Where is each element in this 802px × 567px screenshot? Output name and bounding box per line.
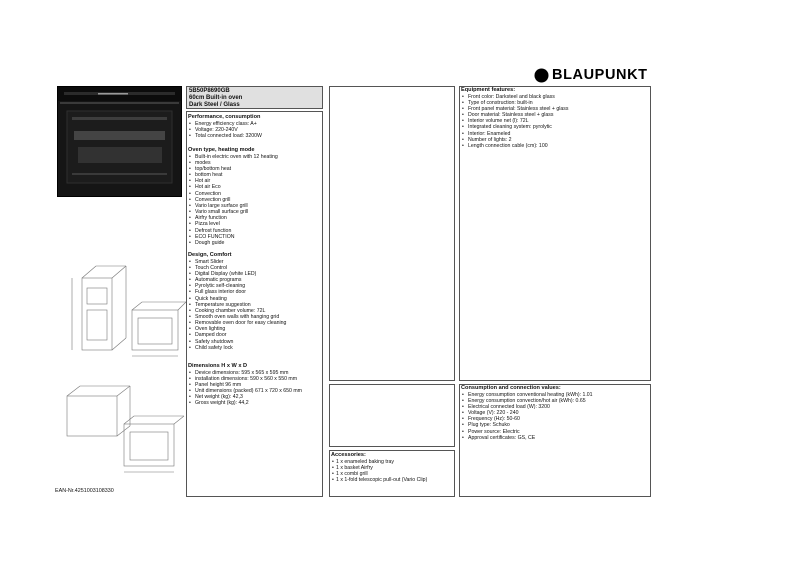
list-item: • Vario large surface grill bbox=[188, 203, 321, 209]
list-item: • Built-in electric oven with 12 heating bbox=[188, 154, 321, 160]
section-dimensions bbox=[188, 363, 321, 407]
list-item: • ECO FUNCTION bbox=[188, 234, 321, 240]
list-item: • Device dimensions: 595 x 565 x 595 mm bbox=[188, 370, 321, 376]
list-item: • Number of lights: 2 bbox=[461, 137, 649, 143]
list-item: • Hot air Eco bbox=[188, 184, 321, 190]
list-item: • Length connection cable (cm): 100 bbox=[461, 143, 649, 149]
oven-image-icon bbox=[58, 87, 181, 196]
list-item: • Dough guide bbox=[188, 240, 321, 246]
section-title: Dimensions H x W x D bbox=[188, 362, 248, 369]
list-item: • Removable oven door for easy cleaning bbox=[188, 320, 321, 326]
list-item: • Interior: Enameled bbox=[461, 131, 649, 137]
list-item: • Digital Display (white LED) bbox=[188, 271, 321, 277]
list-item: • Unit dimensions (packed) 671 x 720 x 650 mm bbox=[188, 388, 321, 394]
list-item: • Airfry function bbox=[188, 215, 321, 221]
section-performance bbox=[188, 114, 321, 139]
list-item: • Convection grill bbox=[188, 197, 321, 203]
section-title: Consumption and connection values: bbox=[461, 385, 561, 391]
list-item: • modes bbox=[188, 160, 321, 166]
list-item: • Panel height 96 mm bbox=[188, 382, 321, 388]
list-item: • Frequency (Hz): 50-60 bbox=[461, 416, 649, 422]
list-item: • Automatic programs bbox=[188, 277, 321, 283]
list-item: • Plug type: Schuko bbox=[461, 422, 649, 428]
list-item: • Oven lighting bbox=[188, 326, 321, 332]
section-title: Performance, consumption bbox=[188, 114, 261, 120]
section-heating bbox=[188, 147, 321, 246]
list-item: • Smooth oven walls with hanging grid bbox=[188, 314, 321, 320]
list-item: • Gross weight (kg): 44,2 bbox=[188, 400, 321, 406]
list-item: • Cooking chamber volume: 72L bbox=[188, 308, 321, 314]
list-item: • Defrost function bbox=[188, 228, 321, 234]
list-item: • Front panel material: Stainless steel + glass bbox=[461, 106, 649, 112]
list-item: • bottom heat bbox=[188, 172, 321, 178]
list-item: • Front color: Darksteel and black glass bbox=[461, 94, 649, 100]
list-item: • Damped door bbox=[188, 332, 321, 338]
list-item: • Approval certificates: GS, CE bbox=[461, 435, 649, 441]
ean-number: EAN-Nr.4251003108330 bbox=[55, 488, 114, 494]
image-placeholder-middle bbox=[329, 384, 455, 447]
product-header bbox=[186, 86, 323, 109]
list-item: • Vario small surface grill bbox=[188, 209, 321, 215]
installation-drawing-tall bbox=[62, 258, 187, 360]
list-item: • Quick heating bbox=[188, 296, 321, 302]
list-item: • Power source: Electric bbox=[461, 429, 649, 435]
list-item: • 1 x enameled baking tray bbox=[331, 459, 453, 465]
list-item: • Total connected load: 3200W bbox=[188, 133, 321, 139]
section-title: Design, Comfort bbox=[188, 252, 232, 258]
list-item: • Energy consumption convection/hot air (kWh): 0.65 bbox=[461, 398, 649, 404]
image-placeholder-top bbox=[329, 86, 455, 381]
list-item: • Child safety lock bbox=[188, 345, 321, 351]
section-title: Accessories: bbox=[331, 452, 366, 458]
list-item: • 1 x combi grill bbox=[331, 471, 453, 477]
installation-drawing-under bbox=[62, 378, 187, 480]
section-title: Oven type, heating mode bbox=[188, 147, 255, 154]
product-finish: Dark Steel / Glass bbox=[189, 102, 240, 108]
list-item: • Interior volume net (l): 72L bbox=[461, 118, 649, 124]
section-design bbox=[188, 252, 321, 351]
list-item: • Electrical connected load (W): 3200 bbox=[461, 404, 649, 410]
list-item: • 1 x basket Airfry bbox=[331, 465, 453, 471]
list-item: • Integrated cleaning system: pyrolytic bbox=[461, 124, 649, 130]
section-title: Equipment features: bbox=[461, 87, 516, 93]
list-item: • Energy efficiency class: A+ bbox=[188, 121, 321, 127]
spec-column bbox=[186, 111, 323, 497]
list-item: • Pyrolytic self-cleaning bbox=[188, 283, 321, 289]
list-item: • 1 x 1-fold telescopic pull-out (Vario Clip) bbox=[331, 477, 453, 483]
product-type: 60cm Built-in oven bbox=[189, 95, 243, 101]
product-photo bbox=[57, 86, 182, 197]
list-item: • Net weight (kg): 42,3 bbox=[188, 394, 321, 400]
list-item: • installation dimensions: 590 x 560 x 550 mm bbox=[188, 376, 321, 382]
list-item: • Hot air bbox=[188, 178, 321, 184]
list-item: • Voltage (V): 220 - 240 bbox=[461, 410, 649, 416]
list-item: • Voltage: 220-240V bbox=[188, 127, 321, 133]
equipment-box bbox=[459, 86, 651, 381]
consumption-box bbox=[459, 384, 651, 497]
list-item: • Door material: Stainless steel + glass bbox=[461, 112, 649, 118]
list-item: • Temperature suggestion bbox=[188, 302, 321, 308]
list-item: • Convection bbox=[188, 191, 321, 197]
list-item: • Type of construction: built-in bbox=[461, 100, 649, 106]
brand-name: BLAUPUNKT bbox=[552, 67, 648, 83]
accessories-box bbox=[329, 450, 455, 497]
list-item: • Pizza level bbox=[188, 221, 321, 227]
list-item: • Touch Control bbox=[188, 265, 321, 271]
list-item: • Smart Slider bbox=[188, 259, 321, 265]
model-number: 5B50P8690GB bbox=[189, 88, 230, 94]
list-item: • Safety shutdown bbox=[188, 339, 321, 345]
list-item: • Full glass interior door bbox=[188, 289, 321, 295]
list-item: • Energy consumption conventional heating (kWh): 1.01 bbox=[461, 392, 649, 398]
brand-logo bbox=[534, 66, 648, 84]
list-item: • top/bottom heat bbox=[188, 166, 321, 172]
logo-mark-icon bbox=[534, 68, 549, 83]
